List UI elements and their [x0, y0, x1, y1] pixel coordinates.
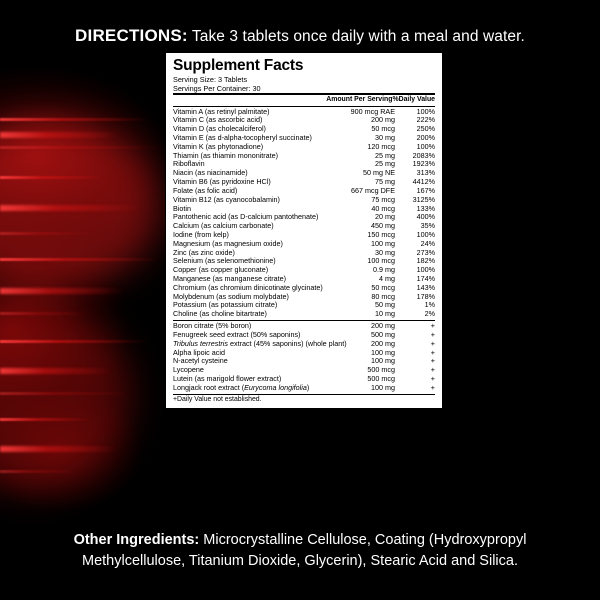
nutrient-amount: 667 mcg DFE: [351, 185, 395, 195]
light-streak: [0, 368, 112, 374]
other-ingredients: [40, 530, 560, 572]
nutrient-amount: 75 mg: [375, 177, 395, 187]
light-streak: [0, 288, 125, 294]
nutrient-name: Alpha lipoic acid: [173, 347, 225, 357]
table-row: [173, 186, 435, 195]
nutrient-daily-value: 167%: [416, 185, 435, 195]
table-row: [173, 177, 435, 186]
light-streak: [0, 146, 165, 149]
light-streak: [0, 205, 140, 211]
nutrient-amount: 80 mcg: [371, 291, 395, 301]
nutrient-name: Pantothenic acid (as D-calcium pantothenate): [173, 212, 319, 222]
nutrient-amount: 0.9 mg: [373, 265, 395, 275]
nutrient-daily-value: 222%: [416, 115, 435, 125]
nutrient-name: Potassium (as potassium citrate): [173, 300, 278, 310]
nutrient-amount: 100 mg: [371, 382, 395, 392]
table-header-group: [173, 95, 435, 104]
nutrient-name: Manganese (as manganese citrate): [173, 274, 287, 284]
nutrient-daily-value: 100%: [416, 265, 435, 275]
nutrient-name: Vitamin C (as ascorbic acid): [173, 115, 263, 125]
light-streak: [0, 176, 105, 179]
nutrient-daily-value: 200%: [416, 133, 435, 143]
header-daily-value: %Daily Value: [392, 96, 435, 104]
nutrient-daily-value: 4412%: [412, 177, 435, 187]
nutrient-amount: 75 mcg: [371, 194, 395, 204]
nutrient-name: Choline (as choline bitartrate): [173, 309, 267, 319]
nutrient-name: Niacin (as niacinamide): [173, 168, 248, 178]
nutrient-amount: 25 mg: [375, 159, 395, 169]
nutrient-amount: 150 mcg: [367, 229, 395, 239]
table-row: [173, 239, 435, 248]
nutrient-amount: 100 mcg: [367, 256, 395, 266]
nutrient-daily-value: +: [430, 321, 435, 331]
light-streak: [0, 132, 120, 138]
other-ingredients-label: Other Ingredients:: [73, 532, 200, 548]
nutrient-name: Copper (as copper gluconate): [173, 265, 269, 275]
table-row: [173, 339, 435, 348]
table-row: [173, 274, 435, 283]
light-streak: [0, 340, 148, 343]
nutrient-name: Lutein (as marigold flower extract): [173, 373, 282, 383]
table-row: [173, 133, 435, 142]
other-ingredients-line1: Microcrystalline Cellulose, Coating (Hydroxypropyl: [199, 532, 527, 548]
nutrient-name: Vitamin B6 (as pyridoxine HCl): [173, 177, 271, 187]
nutrient-name: N-acetyl cysteine: [173, 356, 228, 366]
nutrient-daily-value: +: [430, 356, 435, 366]
nutrient-daily-value: 143%: [416, 282, 435, 292]
nutrient-amount: 200 mg: [371, 115, 395, 125]
light-streak: [0, 446, 118, 452]
header-amount: Amount Per Serving: [326, 96, 393, 104]
nutrient-name: Tribulus terrestris extract (45% saponins) (whole plant): [173, 338, 347, 348]
table-row: [173, 230, 435, 239]
nutrient-amount: 120 mcg: [367, 141, 395, 151]
table-row: [173, 310, 435, 319]
nutrient-daily-value: 100%: [416, 229, 435, 239]
nutrient-amount: 50 mcg: [371, 282, 395, 292]
nutrient-name: Selenium (as selenomethionine): [173, 256, 276, 266]
nutrient-name: Magnesium (as magnesium oxide): [173, 238, 283, 248]
directions-label: DIRECTIONS:: [75, 26, 188, 45]
nutrient-daily-value: 133%: [416, 203, 435, 213]
nutrient-amount: 100 mg: [371, 347, 395, 357]
red-glow-2: [0, 300, 130, 490]
table-row: [173, 151, 435, 160]
light-streak: [0, 312, 88, 315]
nutrient-amount: 10 mg: [375, 309, 395, 319]
directions-text: [0, 26, 600, 46]
nutrient-name: Calcium (as calcium carbonate): [173, 221, 274, 231]
nutrient-daily-value: 178%: [416, 291, 435, 301]
table-row: [173, 383, 435, 392]
nutrient-daily-value: 273%: [416, 247, 435, 257]
nutrient-name: Iodine (from kelp): [173, 229, 229, 239]
nutrient-rows-table: [173, 107, 435, 319]
nutrient-daily-value: +: [430, 365, 435, 375]
nutrient-amount: 450 mg: [371, 221, 395, 231]
nutrient-amount: 20 mg: [375, 212, 395, 222]
nutrient-rows: [173, 107, 435, 319]
nutrient-daily-value: +: [430, 373, 435, 383]
nutrient-name: Vitamin A (as retinyl palmitate): [173, 106, 270, 116]
light-streak: [0, 418, 92, 421]
nutrient-name: Molybdenum (as sodium molybdate): [173, 291, 289, 301]
nutrient-name: Boron citrate (5% boron): [173, 321, 252, 331]
nutrient-amount: 25 mg: [375, 150, 395, 160]
nutrient-name: Fenugreek seed extract (50% saponins): [173, 329, 301, 339]
nutrient-amount: 50 mg: [375, 300, 395, 310]
nutrient-amount: 100 mg: [371, 238, 395, 248]
nutrient-amount: 4 mg: [379, 274, 395, 284]
footnote: +Daily Value not established.: [173, 396, 262, 404]
table-row: [173, 195, 435, 204]
nutrient-daily-value: 100%: [416, 141, 435, 151]
nutrient-daily-value: 174%: [416, 274, 435, 284]
table-header-row: [173, 95, 435, 104]
nutrient-name: Chromium (as chromium dinicotinate glycinate): [173, 282, 323, 292]
nutrient-amount: 50 mg NE: [363, 168, 395, 178]
nutrient-name: Biotin: [173, 203, 191, 213]
botanical-rows: [173, 321, 435, 392]
nutrient-amount: 100 mg: [371, 356, 395, 366]
light-streak: [0, 470, 80, 473]
nutrient-amount: 30 mg: [375, 247, 395, 257]
nutrient-daily-value: 100%: [416, 106, 435, 116]
nutrient-amount: 200 mg: [371, 338, 395, 348]
nutrient-name: Riboflavin: [173, 159, 205, 169]
light-streak: [0, 118, 150, 121]
nutrient-daily-value: +: [430, 382, 435, 392]
nutrient-name: Vitamin D (as cholecalciferol): [173, 124, 266, 134]
table-row: [173, 357, 435, 366]
nutrient-daily-value: 250%: [416, 124, 435, 134]
nutrient-daily-value: +: [430, 347, 435, 357]
nutrient-name: Folate (as folic acid): [173, 185, 238, 195]
nutrient-daily-value: 2%: [424, 309, 435, 319]
nutrient-name: Lycopene: [173, 365, 204, 375]
nutrient-daily-value: +: [430, 329, 435, 339]
nutrient-name: Thiamin (as thiamin mononitrate): [173, 150, 279, 160]
table-row: [173, 283, 435, 292]
nutrient-name: Longjack root extract (Eurycoma longifolia): [173, 382, 310, 392]
nutrient-daily-value: 313%: [416, 168, 435, 178]
nutrient-amount: 500 mcg: [367, 365, 395, 375]
nutrient-daily-value: +: [430, 338, 435, 348]
nutrient-amount: 500 mg: [371, 329, 395, 339]
directions-body: Take 3 tablets once daily with a meal and water.: [187, 28, 525, 45]
nutrient-amount: 900 mcg RAE: [350, 106, 395, 116]
nutrient-daily-value: 1923%: [412, 159, 435, 169]
nutrient-daily-value: 2083%: [412, 150, 435, 160]
other-ingredients-line2: Methylcellulose, Titanium Dioxide, Glycerin), Stearic Acid and Silica.: [82, 553, 518, 570]
table-row: [173, 142, 435, 151]
nutrient-name: Vitamin K (as phytonadione): [173, 141, 264, 151]
red-glow-1: [0, 120, 160, 290]
nutrient-daily-value: 182%: [416, 256, 435, 266]
nutrient-name: Vitamin E (as d-alpha-tocopheryl succinate): [173, 133, 312, 143]
servings-per-container: Servings Per Container: 30: [173, 84, 261, 94]
nutrient-name: Vitamin B12 (as cyanocobalamin): [173, 194, 280, 204]
nutrient-name: Zinc (as zinc oxide): [173, 247, 235, 257]
nutrient-amount: 200 mg: [371, 321, 395, 331]
serving-size: Serving Size: 3 Tablets: [173, 75, 248, 85]
table-row: [173, 321, 435, 330]
nutrient-daily-value: 35%: [420, 221, 435, 231]
light-streak: [0, 392, 130, 395]
light-streak: [0, 258, 160, 261]
nutrient-amount: 500 mcg: [367, 373, 395, 383]
nutrient-daily-value: 24%: [420, 238, 435, 248]
nutrient-amount: 30 mg: [375, 133, 395, 143]
nutrient-amount: 40 mcg: [371, 203, 395, 213]
supplement-facts-table: [173, 95, 435, 104]
nutrient-daily-value: 400%: [416, 212, 435, 222]
botanical-rows-table: [173, 321, 435, 392]
nutrient-amount: 50 mcg: [371, 124, 395, 134]
nutrient-daily-value: 1%: [424, 300, 435, 310]
supplement-facts-title: Supplement Facts: [173, 57, 304, 74]
supplement-facts-panel: [165, 52, 443, 409]
nutrient-daily-value: 3125%: [412, 194, 435, 204]
light-streak: [0, 232, 95, 235]
